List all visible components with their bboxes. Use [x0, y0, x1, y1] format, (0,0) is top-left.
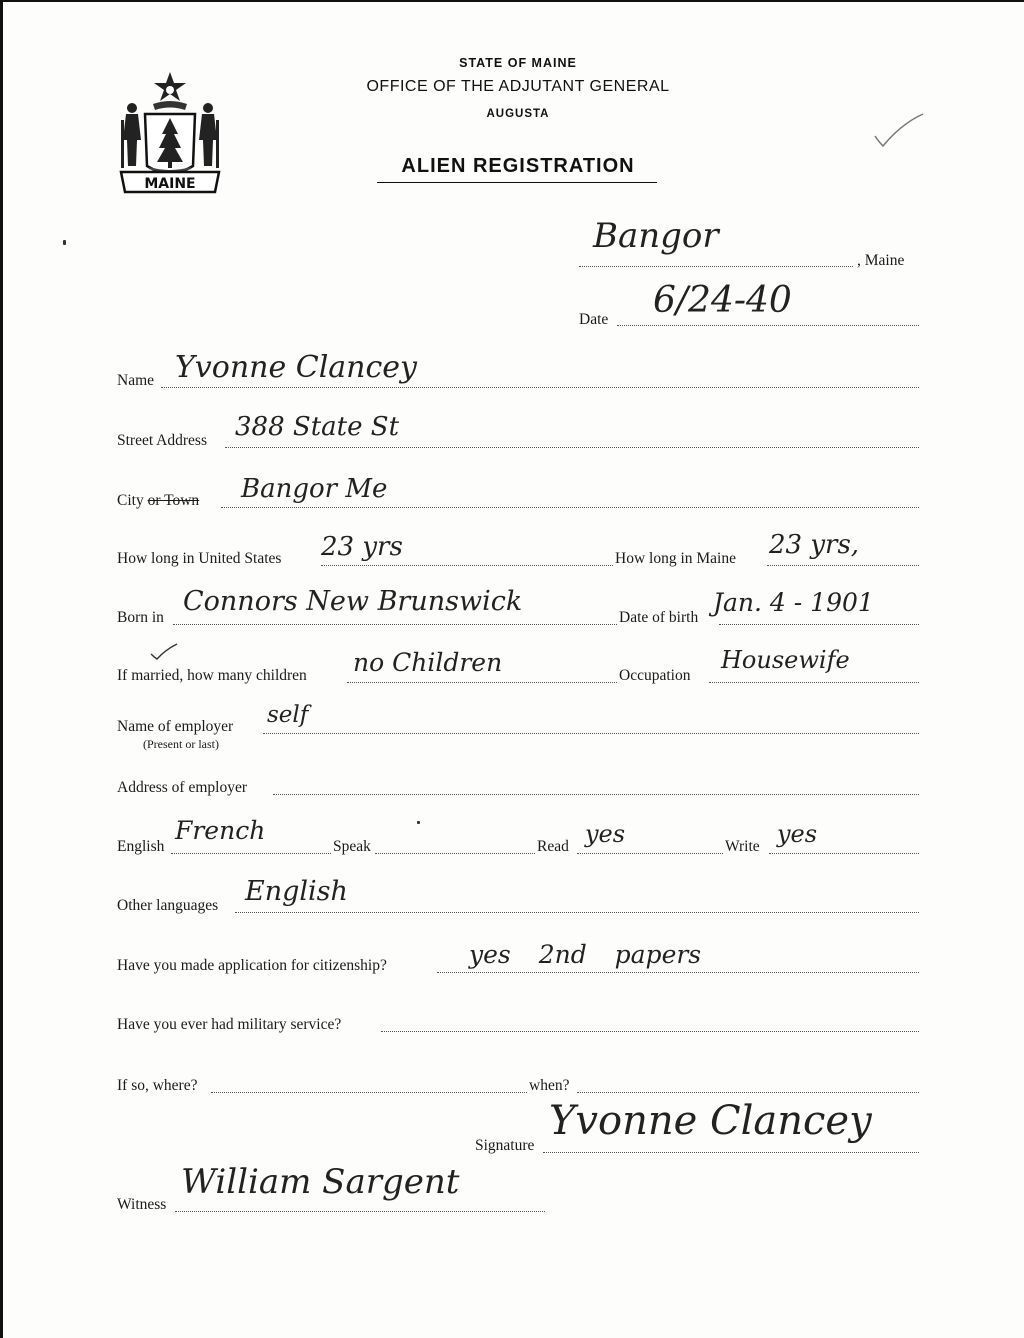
- signature-entry: Yvonne Clancey: [549, 1098, 872, 1144]
- employer-entry: self: [267, 702, 309, 728]
- other-languages-label: Other languages: [117, 897, 219, 914]
- signature-field[interactable]: [543, 1152, 919, 1153]
- where-label: If so, where?: [117, 1077, 198, 1094]
- date-field[interactable]: [617, 325, 919, 326]
- write-field[interactable]: [769, 853, 919, 854]
- date-entry: 6/24-40: [653, 280, 792, 321]
- city-field[interactable]: [221, 507, 919, 508]
- witness-entry: William Sargent: [181, 1162, 460, 1202]
- born-in-entry: Connors New Brunswick: [183, 586, 523, 617]
- speak-label: Speak: [333, 838, 371, 855]
- how-long-us-field[interactable]: [321, 565, 613, 566]
- check-mark-icon: [871, 110, 927, 150]
- occupation-entry: Housewife: [721, 646, 850, 674]
- place-entry: Bangor: [593, 216, 719, 256]
- citizenship-field[interactable]: [437, 972, 919, 973]
- occupation-field[interactable]: [709, 682, 919, 683]
- street-field[interactable]: [225, 447, 919, 448]
- witness-label: Witness: [117, 1196, 167, 1213]
- ink-speck: [63, 240, 66, 245]
- signature-label: Signature: [475, 1137, 535, 1154]
- write-entry: yes: [777, 820, 818, 848]
- ink-speck: [417, 821, 420, 824]
- citizenship-entry: yes 2nd papers: [469, 940, 702, 969]
- how-long-us-label: How long in United States: [117, 550, 282, 567]
- svg-text:MAINE: MAINE: [144, 176, 196, 192]
- citizenship-label: Have you made application for citizenship?: [117, 957, 387, 974]
- when-label: when?: [529, 1077, 570, 1094]
- read-entry: yes: [585, 820, 626, 848]
- maine-seal-icon: [115, 70, 225, 200]
- check-mark-icon: [149, 642, 179, 660]
- employer-sublabel: (Present or last): [143, 737, 219, 751]
- how-long-maine-entry: 23 yrs,: [769, 530, 860, 560]
- name-label: Name: [117, 372, 155, 389]
- witness-field[interactable]: [175, 1211, 545, 1212]
- date-label: Date: [579, 311, 609, 328]
- read-label: Read: [537, 838, 569, 855]
- maine-label: , Maine: [857, 252, 905, 269]
- form-title: ALIEN REGISTRATION: [401, 155, 635, 177]
- english-label: English: [117, 838, 165, 855]
- military-field[interactable]: [381, 1031, 919, 1032]
- occupation-label: Occupation: [619, 667, 691, 684]
- place-field[interactable]: [579, 266, 853, 267]
- city-entry: Bangor Me: [241, 474, 388, 504]
- date-of-birth-field[interactable]: [719, 624, 919, 625]
- english-entry: French: [175, 816, 266, 845]
- children-entry: no Children: [353, 648, 503, 677]
- employer-field[interactable]: [263, 733, 919, 734]
- read-field[interactable]: [577, 853, 723, 854]
- street-entry: 388 State St: [235, 412, 400, 442]
- how-long-us-entry: 23 yrs: [321, 532, 403, 562]
- how-long-maine-field[interactable]: [767, 565, 919, 566]
- date-of-birth-entry: Jan. 4 - 1901: [713, 588, 874, 617]
- street-label: Street Address: [117, 432, 207, 449]
- speak-field[interactable]: [375, 853, 535, 854]
- other-languages-field[interactable]: [235, 912, 919, 913]
- state-heading: STATE OF MAINE: [459, 56, 577, 70]
- name-entry: Yvonne Clancey: [175, 350, 418, 385]
- date-of-birth-label: Date of birth: [619, 609, 699, 626]
- other-languages-entry: English: [245, 876, 348, 907]
- how-long-maine-label: How long in Maine: [615, 550, 736, 567]
- born-in-field[interactable]: [173, 624, 617, 625]
- employer-address-field[interactable]: [273, 794, 919, 795]
- name-field[interactable]: [161, 387, 919, 388]
- children-field[interactable]: [347, 682, 617, 683]
- when-field[interactable]: [577, 1092, 919, 1093]
- city-label: City or Town: [117, 492, 200, 509]
- office-heading: OFFICE OF THE ADJUTANT GENERAL: [366, 78, 670, 95]
- english-field[interactable]: [171, 853, 331, 854]
- title-underline: [377, 182, 657, 183]
- where-field[interactable]: [211, 1092, 527, 1093]
- employer-address-label: Address of employer: [117, 779, 247, 796]
- city-heading: AUGUSTA: [486, 108, 550, 120]
- write-label: Write: [725, 838, 760, 855]
- employer-label: Name of employer: [117, 718, 234, 735]
- military-label: Have you ever had military service?: [117, 1016, 342, 1033]
- children-label: If married, how many children: [117, 667, 307, 684]
- born-in-label: Born in: [117, 609, 164, 626]
